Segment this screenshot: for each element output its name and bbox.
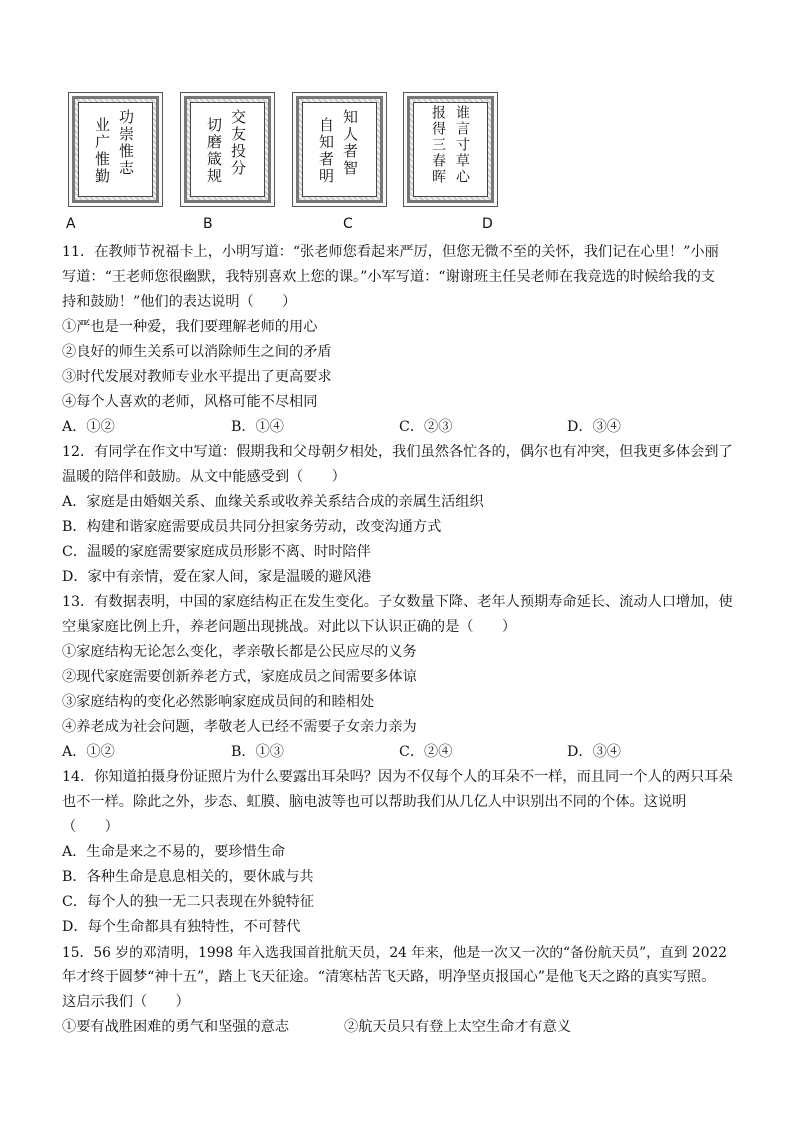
q11-statement-1: ①严也是一种爱，我们要理解老师的用心 [62, 319, 318, 335]
card-label-c: C [343, 216, 353, 232]
q11-statement-4: ④每个人喜欢的老师，风格可能不尽相同 [62, 394, 318, 410]
q11-option-b: B．①④ [231, 419, 284, 435]
q13-statement-1: ①家庭结构无论怎么变化，孝亲敬长都是公民应尽的义务 [62, 644, 417, 660]
q11-statement-2: ②良好的师生关系可以消除师生之间的矛盾 [62, 344, 332, 360]
q12-option-c: C．温暖的家庭需要家庭成员形影不离、时时陪伴 [62, 544, 371, 560]
q11-stem-line-2: 写道：“王老师您很幽默，我特别喜欢上您的课。”小军写道：“谢谢班主任吴老师在我竞选的时候给我的支 [62, 269, 716, 285]
card-panel [78, 102, 153, 197]
q14-option-c: C．每个人的独一无二只表现在外貌特征 [62, 894, 315, 910]
q15-stem-line-2: 年才终于圆梦“神十五”，踏上飞天征途。“清寒枯苦飞天路，明净坚贞报国心”是他飞天之路的真实写照。 [62, 969, 716, 985]
q11-stem-line-1: 11．在教师节祝福卡上，小明写道：“张老师您看起来严厉，但您无微不至的关怀，我们记在心里！”小丽 [62, 244, 719, 260]
q14-stem-line-3: （ ） [62, 819, 119, 835]
card-left-column: 自知者明 [317, 117, 335, 185]
q11-stem-line-3: 持和鼓励！”他们的表达说明（ ） [62, 294, 297, 310]
q12-option-d: D．家中有亲情，爱在家人间，家是温暖的避风港 [62, 569, 372, 585]
q13-statement-3: ③家庭结构的变化必然影响家庭成员间的和睦相处 [62, 694, 375, 710]
q13-stem-line-2: 空巢家庭比例上升，养老问题出现挑战。对此以下认识正确的是（ ） [62, 619, 517, 635]
q13-option-b: B．①③ [231, 744, 284, 760]
q13-option-c: C．②④ [399, 744, 453, 760]
scroll-card-d [403, 92, 498, 207]
q15-statement-1: ①要有战胜困难的勇气和坚强的意志 [62, 1019, 290, 1035]
q14-option-b: B．各种生命是息息相关的，要休戚与共 [62, 869, 314, 885]
q11-option-c: C．②③ [399, 419, 453, 435]
q14-option-a: A．生命是来之不易的，要珍惜生命 [62, 844, 286, 860]
q15-statement-2: ②航天员只有登上太空生命才有意义 [344, 1019, 572, 1035]
q11-statement-3: ③时代发展对教师专业水平提出了更高要求 [62, 369, 332, 385]
card-panel [190, 102, 265, 197]
card-label-a: A [66, 216, 76, 232]
scroll-card-c [292, 92, 387, 207]
q14-stem-line-2: 也不一样。除此之外，步态、虹膜、脑电波等也可以帮助我们从几亿人中识别出不同的个体。这说明 [62, 794, 687, 810]
q14-option-d: D．每个生命都具有独特性，不可替代 [62, 919, 301, 935]
card-label-b: B [203, 216, 213, 232]
card-left-column: 业广惟勤 [93, 117, 111, 185]
q13-stem-line-1: 13．有数据表明，中国的家庭结构正在发生变化。子女数量下降、老年人预期寿命延长、流动人口增加，使 [62, 594, 733, 610]
card-left-column: 切磨箴规 [205, 117, 223, 185]
card-right-column: 交友投分 [229, 109, 247, 177]
q13-statement-2: ②现代家庭需要创新养老方式，家庭成员之间需要多体谅 [62, 669, 417, 685]
q15-stem-line-1: 15．56 岁的邓清明，1998 年入选我国首批航天员，24 年来，他是一次又一次的“备份航天员”，直到 2022 [62, 945, 728, 961]
scroll-card-a [68, 92, 163, 207]
q15-stem-line-3: 这启示我们（ ） [62, 994, 190, 1010]
card-label-d: D [482, 216, 493, 232]
q13-option-d: D．③④ [567, 744, 621, 760]
scroll-card-b [180, 92, 275, 207]
q12-stem-line-2: 温暖的陪伴和鼓励。从文中能感受到（ ） [62, 469, 346, 485]
q12-stem-line-1: 12．有同学在作文中写道：假期我和父母朝夕相处，我们虽然各忙各的，偶尔也有冲突，但我更多体会到了 [62, 444, 733, 460]
card-panel [413, 102, 488, 197]
q11-option-a: A．①② [62, 419, 115, 435]
q13-statement-4: ④养老成为社会问题，孝敬老人已经不需要子女亲力亲为 [62, 719, 417, 735]
card-panel [302, 102, 377, 197]
card-left-column: 报得三春晖 [430, 105, 446, 185]
q12-option-a: A．家庭是由婚姻关系、血缘关系或收养关系结合成的亲属生活组织 [62, 494, 484, 510]
card-right-column: 功崇惟志 [117, 109, 135, 177]
q12-option-b: B．构建和谐家庭需要成员共同分担家务劳动，改变沟通方式 [62, 519, 442, 535]
q11-option-d: D．③④ [567, 419, 621, 435]
card-right-column: 知人者智 [341, 109, 359, 177]
q13-option-a: A．①② [62, 744, 115, 760]
card-right-column: 谁言寸草心 [454, 105, 470, 185]
q14-stem-line-1: 14．你知道拍摄身份证照片为什么要露出耳朵吗？因为不仅每个人的耳朵不一样，而且同一个人的两只耳朵 [62, 769, 733, 785]
